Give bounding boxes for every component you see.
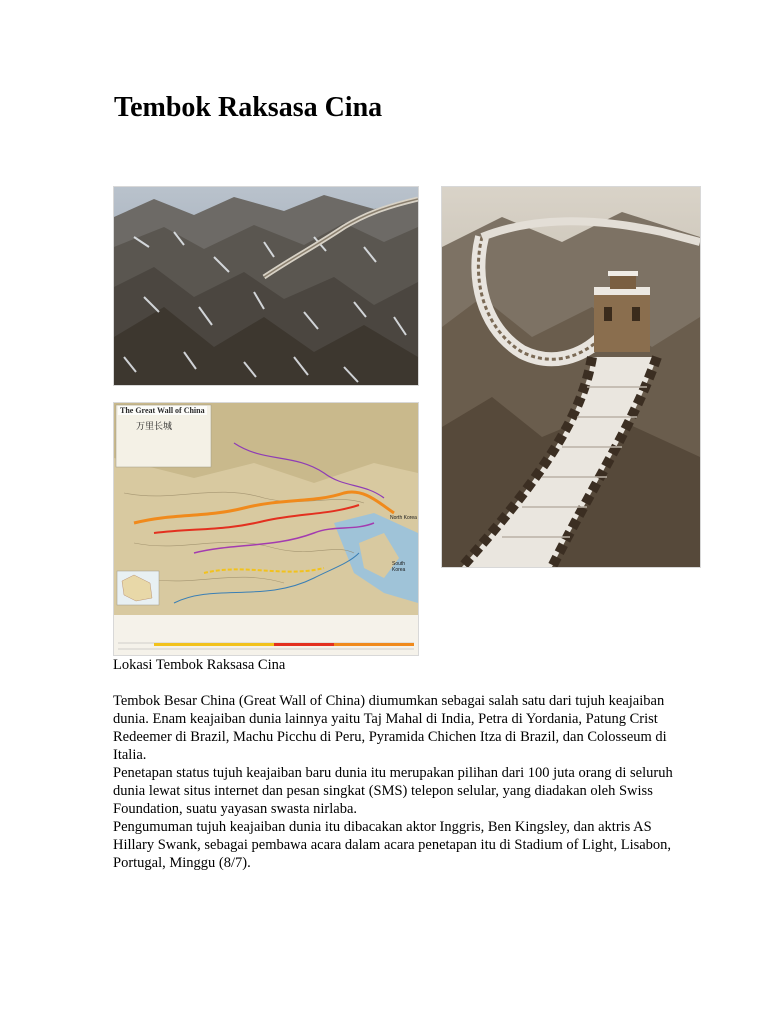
great-wall-map — [113, 402, 419, 656]
page-title: Tembok Raksasa Cina — [114, 92, 383, 123]
map-label-north-korea: North Korea — [390, 515, 417, 521]
map-label-south-korea: South Korea — [392, 561, 406, 573]
map-chinese-title: 万里长城 — [136, 422, 173, 432]
paragraph: Tembok Besar China (Great Wall of China) diumumkan sebagai salah satu dari tujuh keajaiban dunia. Enam keajaiban dunia lainnya yaitu Taj Mahal di India, Petra di Yordania, Patung Crist Redeemer di Brazil, Machu Picchu di Peru, Pyramida Chichen Itza di Brazil, dan Colosseum di Italia. — [113, 693, 667, 763]
map-title: The Great Wall of China — [120, 406, 205, 415]
paragraph: Pengumuman tujuh keajaiban dunia itu dibacakan aktor Inggris, Ben Kingsley, dan aktris AS Hillary Swank, sebagai pembawa acara dalam acara penetapan itu di Stadium of Light, Lisabon, Portugal, Minggu (8/7). — [113, 819, 672, 871]
mountains-photo — [113, 186, 419, 386]
great-wall-photo — [441, 186, 701, 568]
article-body — [113, 692, 673, 872]
figure-caption: Lokasi Tembok Raksasa Cina — [113, 657, 286, 673]
paragraph: Penetapan status tujuh keajaiban baru dunia itu merupakan pilihan dari 100 juta orang di seluruh dunia lewat situs internet dan pesan singkat (SMS) telepon selular, yang diadakan oleh Swiss Foundation, suatu yayasan swasta nirlaba. — [113, 765, 673, 817]
